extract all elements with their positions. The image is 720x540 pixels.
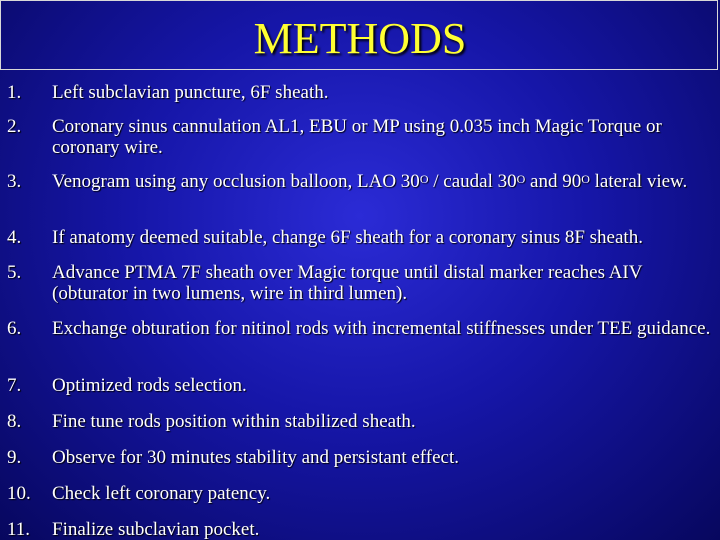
step-text: Finalize subclavian pocket. bbox=[52, 519, 260, 540]
step-text: If anatomy deemed suitable, change 6F sheath for a coronary sinus 8F sheath. bbox=[52, 227, 643, 248]
step-text: Coronary sinus cannulation AL1, EBU or MP using 0.035 inch Magic Torque or coronary wire. bbox=[52, 116, 662, 158]
step-text: Check left coronary patency. bbox=[52, 483, 271, 504]
step-number: 2. bbox=[7, 116, 22, 137]
step-number: 11. bbox=[7, 519, 31, 540]
step-number: 7. bbox=[7, 375, 22, 396]
step-text-part: and 90 bbox=[525, 171, 582, 192]
step-number: 8. bbox=[7, 411, 22, 432]
step-text: Advance PTMA 7F sheath over Magic torque until distal marker reaches AIV (obturator in two lumens, wire in third lumen). bbox=[52, 262, 643, 304]
step-text-part: / caudal 30 bbox=[428, 171, 517, 192]
degree-superscript: O bbox=[419, 172, 429, 186]
step-text: Observe for 30 minutes stability and persistant effect. bbox=[52, 447, 459, 468]
step-text: Exchange obturation for nitinol rods with incremental stiffnesses under TEE guidance. bbox=[52, 318, 711, 339]
step-number: 5. bbox=[7, 262, 22, 283]
step-text: Fine tune rods position within stabilized sheath. bbox=[52, 411, 416, 432]
slide-title: METHODS bbox=[253, 14, 467, 63]
step-text-part: lateral view. bbox=[589, 171, 688, 192]
step-number: 1. bbox=[7, 82, 22, 103]
step-number: 9. bbox=[7, 447, 22, 468]
step-number: 10. bbox=[7, 483, 31, 504]
step-number: 4. bbox=[7, 227, 22, 248]
step-text bbox=[52, 171, 712, 192]
step-text: Optimized rods selection. bbox=[52, 375, 247, 396]
degree-superscript: O bbox=[581, 172, 590, 186]
step-text-part: Venogram using any occlusion balloon, LAO 30 bbox=[52, 171, 420, 192]
degree-superscript: O bbox=[516, 172, 526, 186]
step-number: 3. bbox=[7, 171, 22, 192]
step-number: 6. bbox=[7, 318, 22, 339]
step-text: Left subclavian puncture, 6F sheath. bbox=[52, 82, 329, 103]
